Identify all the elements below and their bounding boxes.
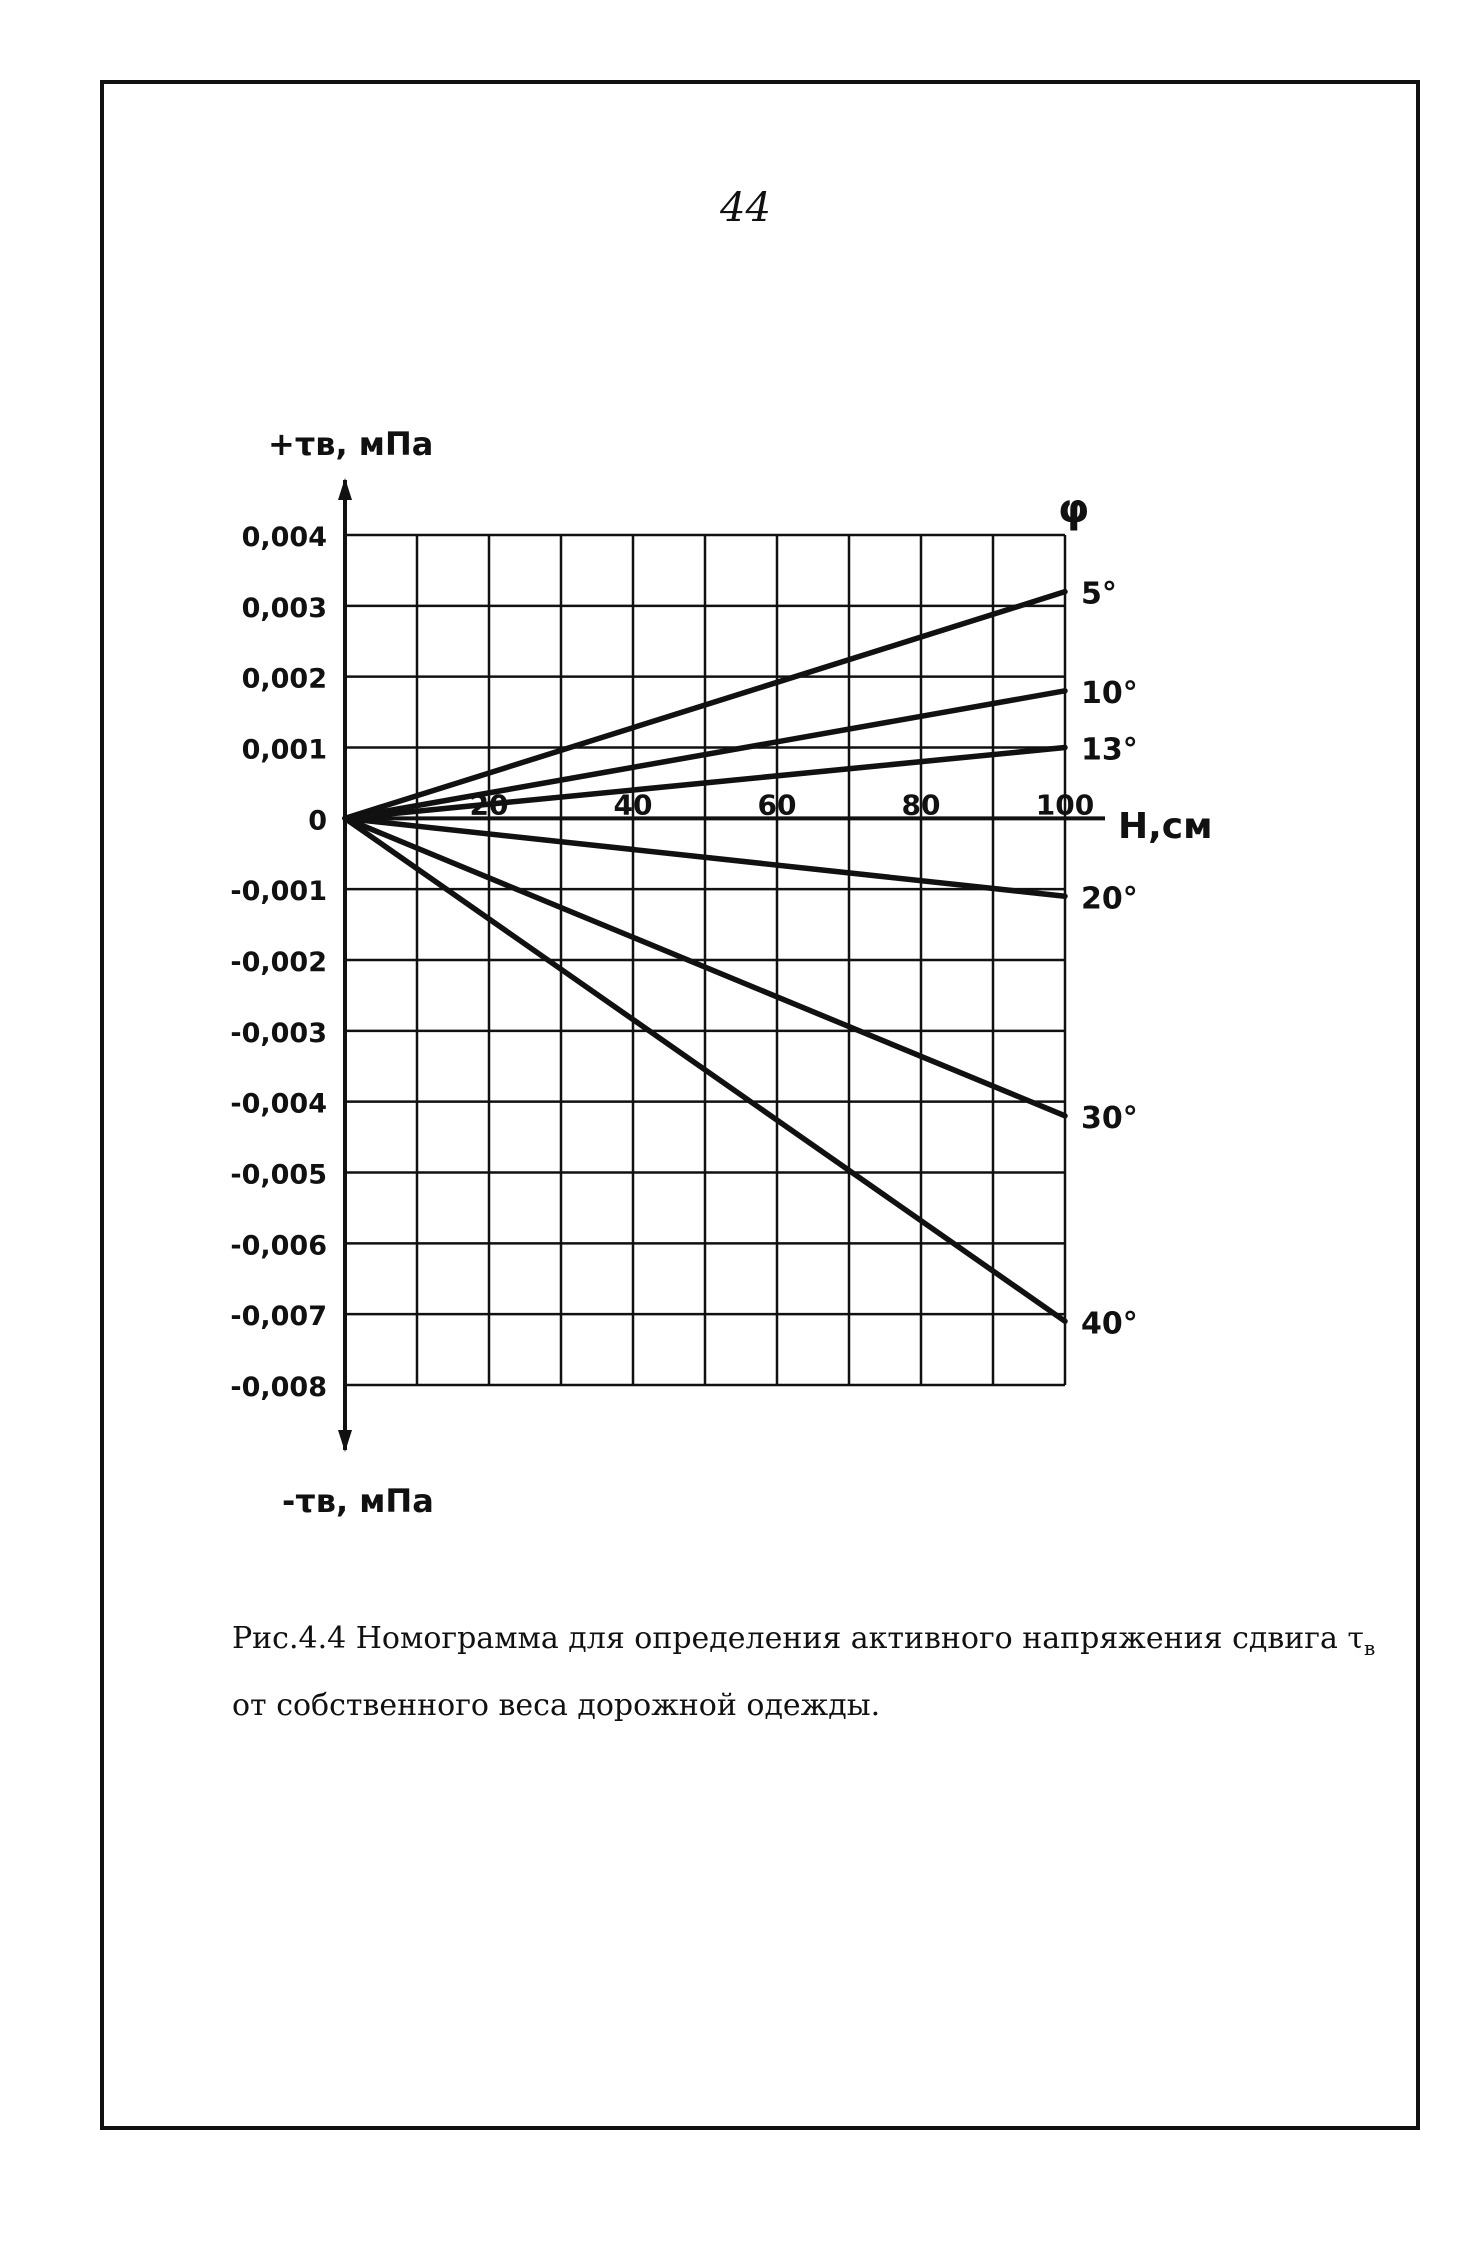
series-label: 13°	[1081, 732, 1138, 768]
legend-title: φ	[1058, 486, 1090, 532]
figure-caption	[232, 1610, 1382, 1735]
x-axis-label: H,см	[1118, 806, 1213, 847]
y-axis-arrow-down	[338, 1430, 352, 1452]
y-axis-label-bottom: -τв, мПа	[282, 1482, 434, 1520]
y-tick-label: -0,002	[230, 947, 327, 978]
x-tick-label: 80	[901, 788, 941, 822]
y-axis-arrow-up	[338, 478, 352, 500]
x-tick-label: 60	[757, 788, 797, 822]
x-tick-label: 100	[1035, 788, 1095, 822]
y-tick-label: 0,003	[241, 592, 327, 624]
y-tick-label: -0,006	[230, 1230, 327, 1262]
series-labels	[1081, 577, 1138, 1342]
y-tick-label: -0,003	[230, 1017, 327, 1049]
series-label: 30°	[1081, 1100, 1138, 1136]
page-number: 44	[720, 185, 771, 231]
y-tick-label: 0,001	[241, 734, 327, 766]
chart-axes	[338, 478, 1105, 1452]
y-tick-label: 0,002	[241, 663, 327, 695]
x-tick-label: 40	[613, 788, 653, 822]
y-tick-label: -0,004	[230, 1088, 327, 1120]
y-tick-label: -0,007	[230, 1301, 327, 1333]
series-label: 10°	[1081, 675, 1138, 711]
y-tick-label: 0,004	[241, 522, 327, 553]
y-tick-label: -0,005	[230, 1159, 327, 1191]
chart-grid	[345, 535, 1065, 1385]
y-tick-label: -0,001	[230, 876, 327, 908]
y-tick-label: 0	[308, 805, 327, 837]
caption-line-2: от собственного веса дорожной одежды.	[232, 1688, 881, 1723]
caption-line-1: Рис.4.4 Номограмма для определения активного напряжения сдвига $\tau_в$	[232, 1621, 1376, 1660]
series-label: 40°	[1081, 1306, 1138, 1342]
y-tick-label: -0,008	[230, 1372, 327, 1403]
series-label: 20°	[1081, 881, 1138, 917]
y-axis-label-top: +τв, мПа	[268, 425, 434, 463]
series-label: 5°	[1081, 576, 1117, 612]
y-tick-labels	[230, 522, 327, 1403]
